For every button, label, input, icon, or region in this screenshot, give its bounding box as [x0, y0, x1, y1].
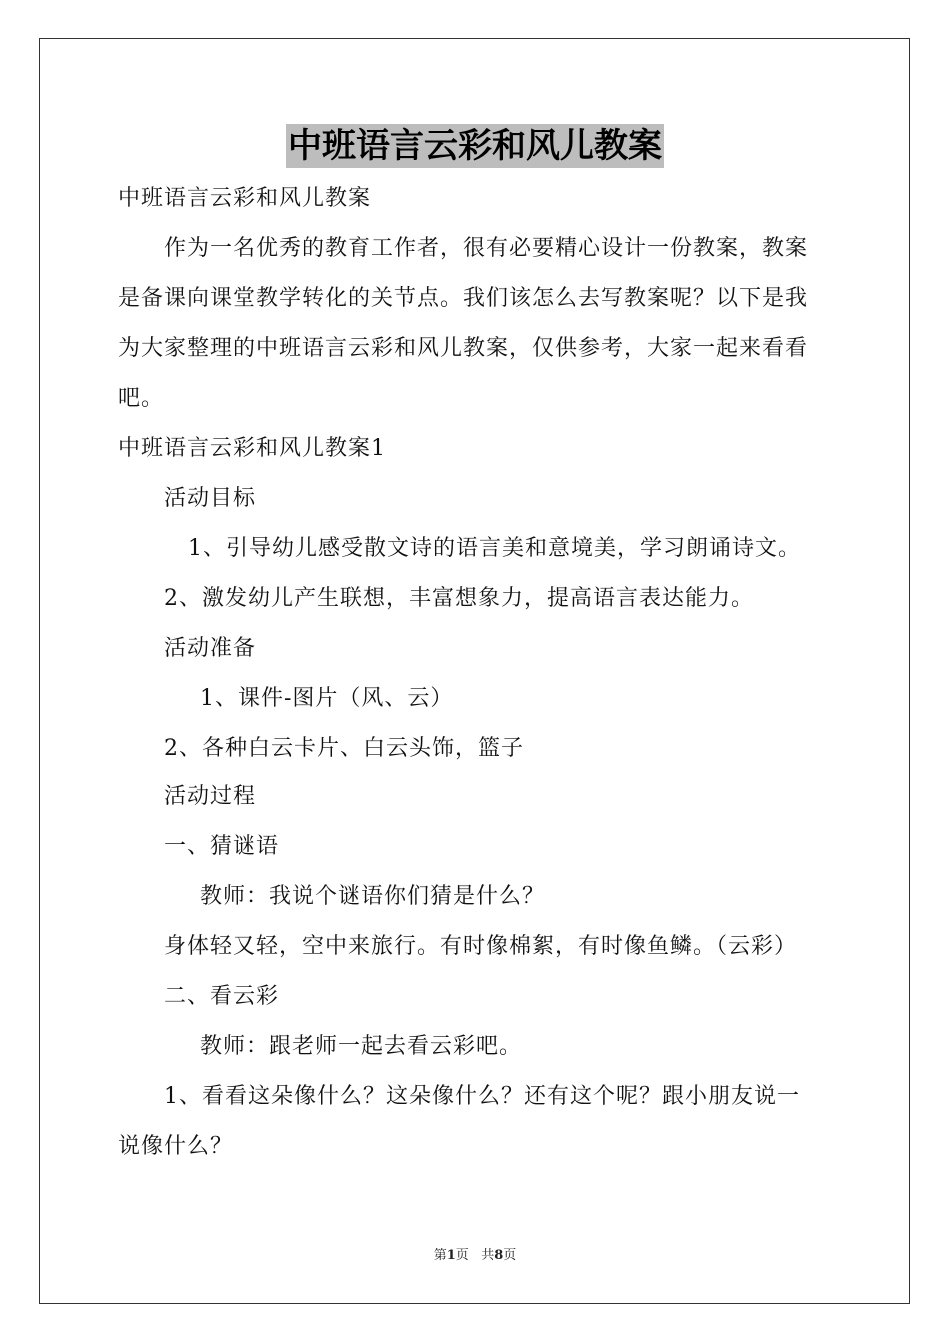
body-line-goal-2: 2、激发幼儿产生联想，丰富想象力，提高语言表达能力。 [164, 586, 754, 611]
body-line-prep-heading: 活动准备 [164, 636, 257, 661]
body-line-prep-1: 1、课件-图片（风、云） [200, 686, 454, 711]
footer-total-prefix: 共 [481, 1248, 495, 1263]
body-line-goal-1: 1、引导幼儿感受散文诗的语言美和意境美，学习朗诵诗文。 [188, 536, 801, 561]
title-container [0, 124, 950, 168]
body-line-teacher-riddle: 教师：我说个谜语你们猜是什么？ [200, 884, 546, 909]
body-line-question-2: 说像什么？ [118, 1134, 234, 1159]
page-footer [0, 1247, 950, 1265]
body-line-process-heading: 活动过程 [164, 784, 257, 809]
body-line-step-1-heading: 一、猜谜语 [164, 834, 280, 859]
body-line-riddle: 身体轻又轻，空中来旅行。有时像棉絮，有时像鱼鳞。（云彩） [164, 934, 798, 959]
footer-total-suffix: 页 [503, 1248, 517, 1263]
body-line-question-1: 1、看看这朵像什么？这朵像什么？还有这个呢？跟小朋友说一 [164, 1084, 800, 1109]
footer-page-prefix: 第 [433, 1248, 447, 1263]
footer-page-suffix: 页 [455, 1248, 469, 1263]
page-border [39, 38, 910, 1304]
document-title: 中班语言云彩和风儿教案 [288, 126, 662, 166]
body-line-prep-2: 2、各种白云卡片、白云头饰，篮子 [164, 736, 524, 761]
section-heading: 中班语言云彩和风儿教案1 [118, 436, 386, 461]
footer-total-pages: 8 [494, 1248, 504, 1263]
intro-line-2: 是备课向课堂教学转化的关节点。我们该怎么去写教案呢？以下是我 [118, 286, 809, 311]
document-subtitle: 中班语言云彩和风儿教案 [118, 186, 372, 211]
body-line-step-2-heading: 二、看云彩 [164, 984, 280, 1009]
intro-line-4: 吧。 [118, 386, 165, 411]
intro-line-3: 为大家整理的中班语言云彩和风儿教案，仅供参考，大家一起来看看 [118, 336, 809, 361]
footer-page-number: 1 [446, 1248, 456, 1263]
body-line-goals-heading: 活动目标 [164, 486, 257, 511]
intro-line-1: 作为一名优秀的教育工作者，很有必要精心设计一份教案，教案 [164, 236, 809, 261]
body-line-teacher-clouds: 教师：跟老师一起去看云彩吧。 [200, 1034, 523, 1059]
